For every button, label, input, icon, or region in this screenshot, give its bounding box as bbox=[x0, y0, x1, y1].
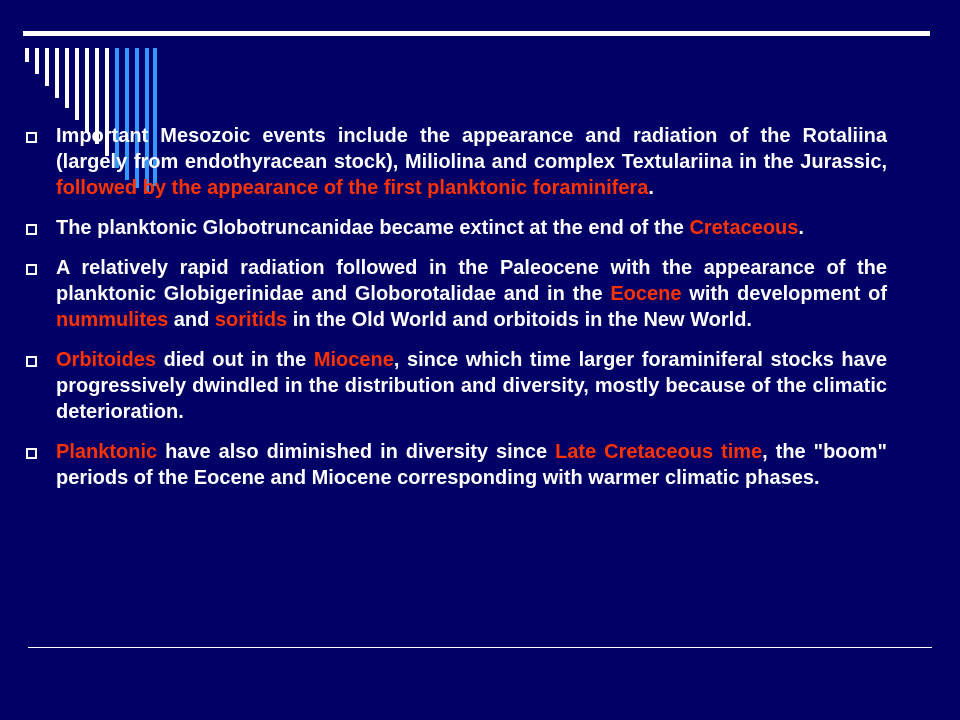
bullet-text: The planktonic Globotruncanidae became extinct at the end of the Cretaceous. bbox=[56, 217, 804, 239]
highlight-text: Miocene bbox=[313, 349, 394, 371]
highlight-text: nummulites bbox=[56, 309, 169, 331]
bullet-text: A relatively rapid radiation followed in the Paleocene with the appearance of the planktonic Globigerinidae and Globorotalidae and in the Eocene with development of nummulites and soritids in the Old World and orbitoids in the New World. bbox=[56, 257, 887, 331]
highlight-text: Late Cretaceous time bbox=[555, 441, 763, 463]
highlight-text: Planktonic bbox=[56, 441, 158, 463]
bullet-text: Planktonic have also diminished in diversity since Late Cretaceous time, the "boom" periods of the Eocene and Miocene corresponding with warmer climatic phases. bbox=[56, 441, 888, 489]
bullet-item bbox=[24, 347, 887, 425]
bullet-item bbox=[24, 123, 887, 201]
highlight-text: Orbitoides bbox=[56, 349, 157, 371]
decor-bar bbox=[85, 48, 89, 132]
highlight-text: followed by the appearance of the first planktonic foraminifera bbox=[56, 177, 649, 199]
decor-bar bbox=[55, 48, 59, 98]
decor-bar bbox=[65, 48, 69, 108]
square-bullet-icon bbox=[26, 264, 37, 275]
decor-bar bbox=[45, 48, 49, 86]
square-bullet-icon bbox=[26, 132, 37, 143]
decor-bar bbox=[25, 48, 29, 62]
highlight-text: Eocene bbox=[610, 283, 682, 305]
square-bullet-icon bbox=[26, 224, 37, 235]
decor-bar bbox=[75, 48, 79, 120]
bullet-text: Important Mesozoic events include the appearance and radiation of the Rotaliina (largely from endothyracean stock), Miliolina and complex Textulariina in the Jurassic, followed by the appearance of the first planktonic foraminifera. bbox=[56, 125, 887, 199]
decor-bar bbox=[35, 48, 39, 74]
bottom-rule bbox=[28, 647, 932, 648]
bullet-item bbox=[24, 255, 887, 333]
square-bullet-icon bbox=[26, 448, 37, 459]
square-bullet-icon bbox=[26, 356, 37, 367]
bullet-item bbox=[24, 439, 887, 491]
highlight-text: soritids bbox=[214, 309, 288, 331]
bullet-text: Orbitoides died out in the Miocene, since which time larger foraminiferal stocks have progressively dwindled in the distribution and diversity, mostly because of the climatic deterioration. bbox=[56, 349, 887, 423]
highlight-text: Cretaceous bbox=[689, 217, 799, 239]
bullet-item bbox=[24, 215, 887, 241]
slide-content bbox=[24, 123, 887, 505]
